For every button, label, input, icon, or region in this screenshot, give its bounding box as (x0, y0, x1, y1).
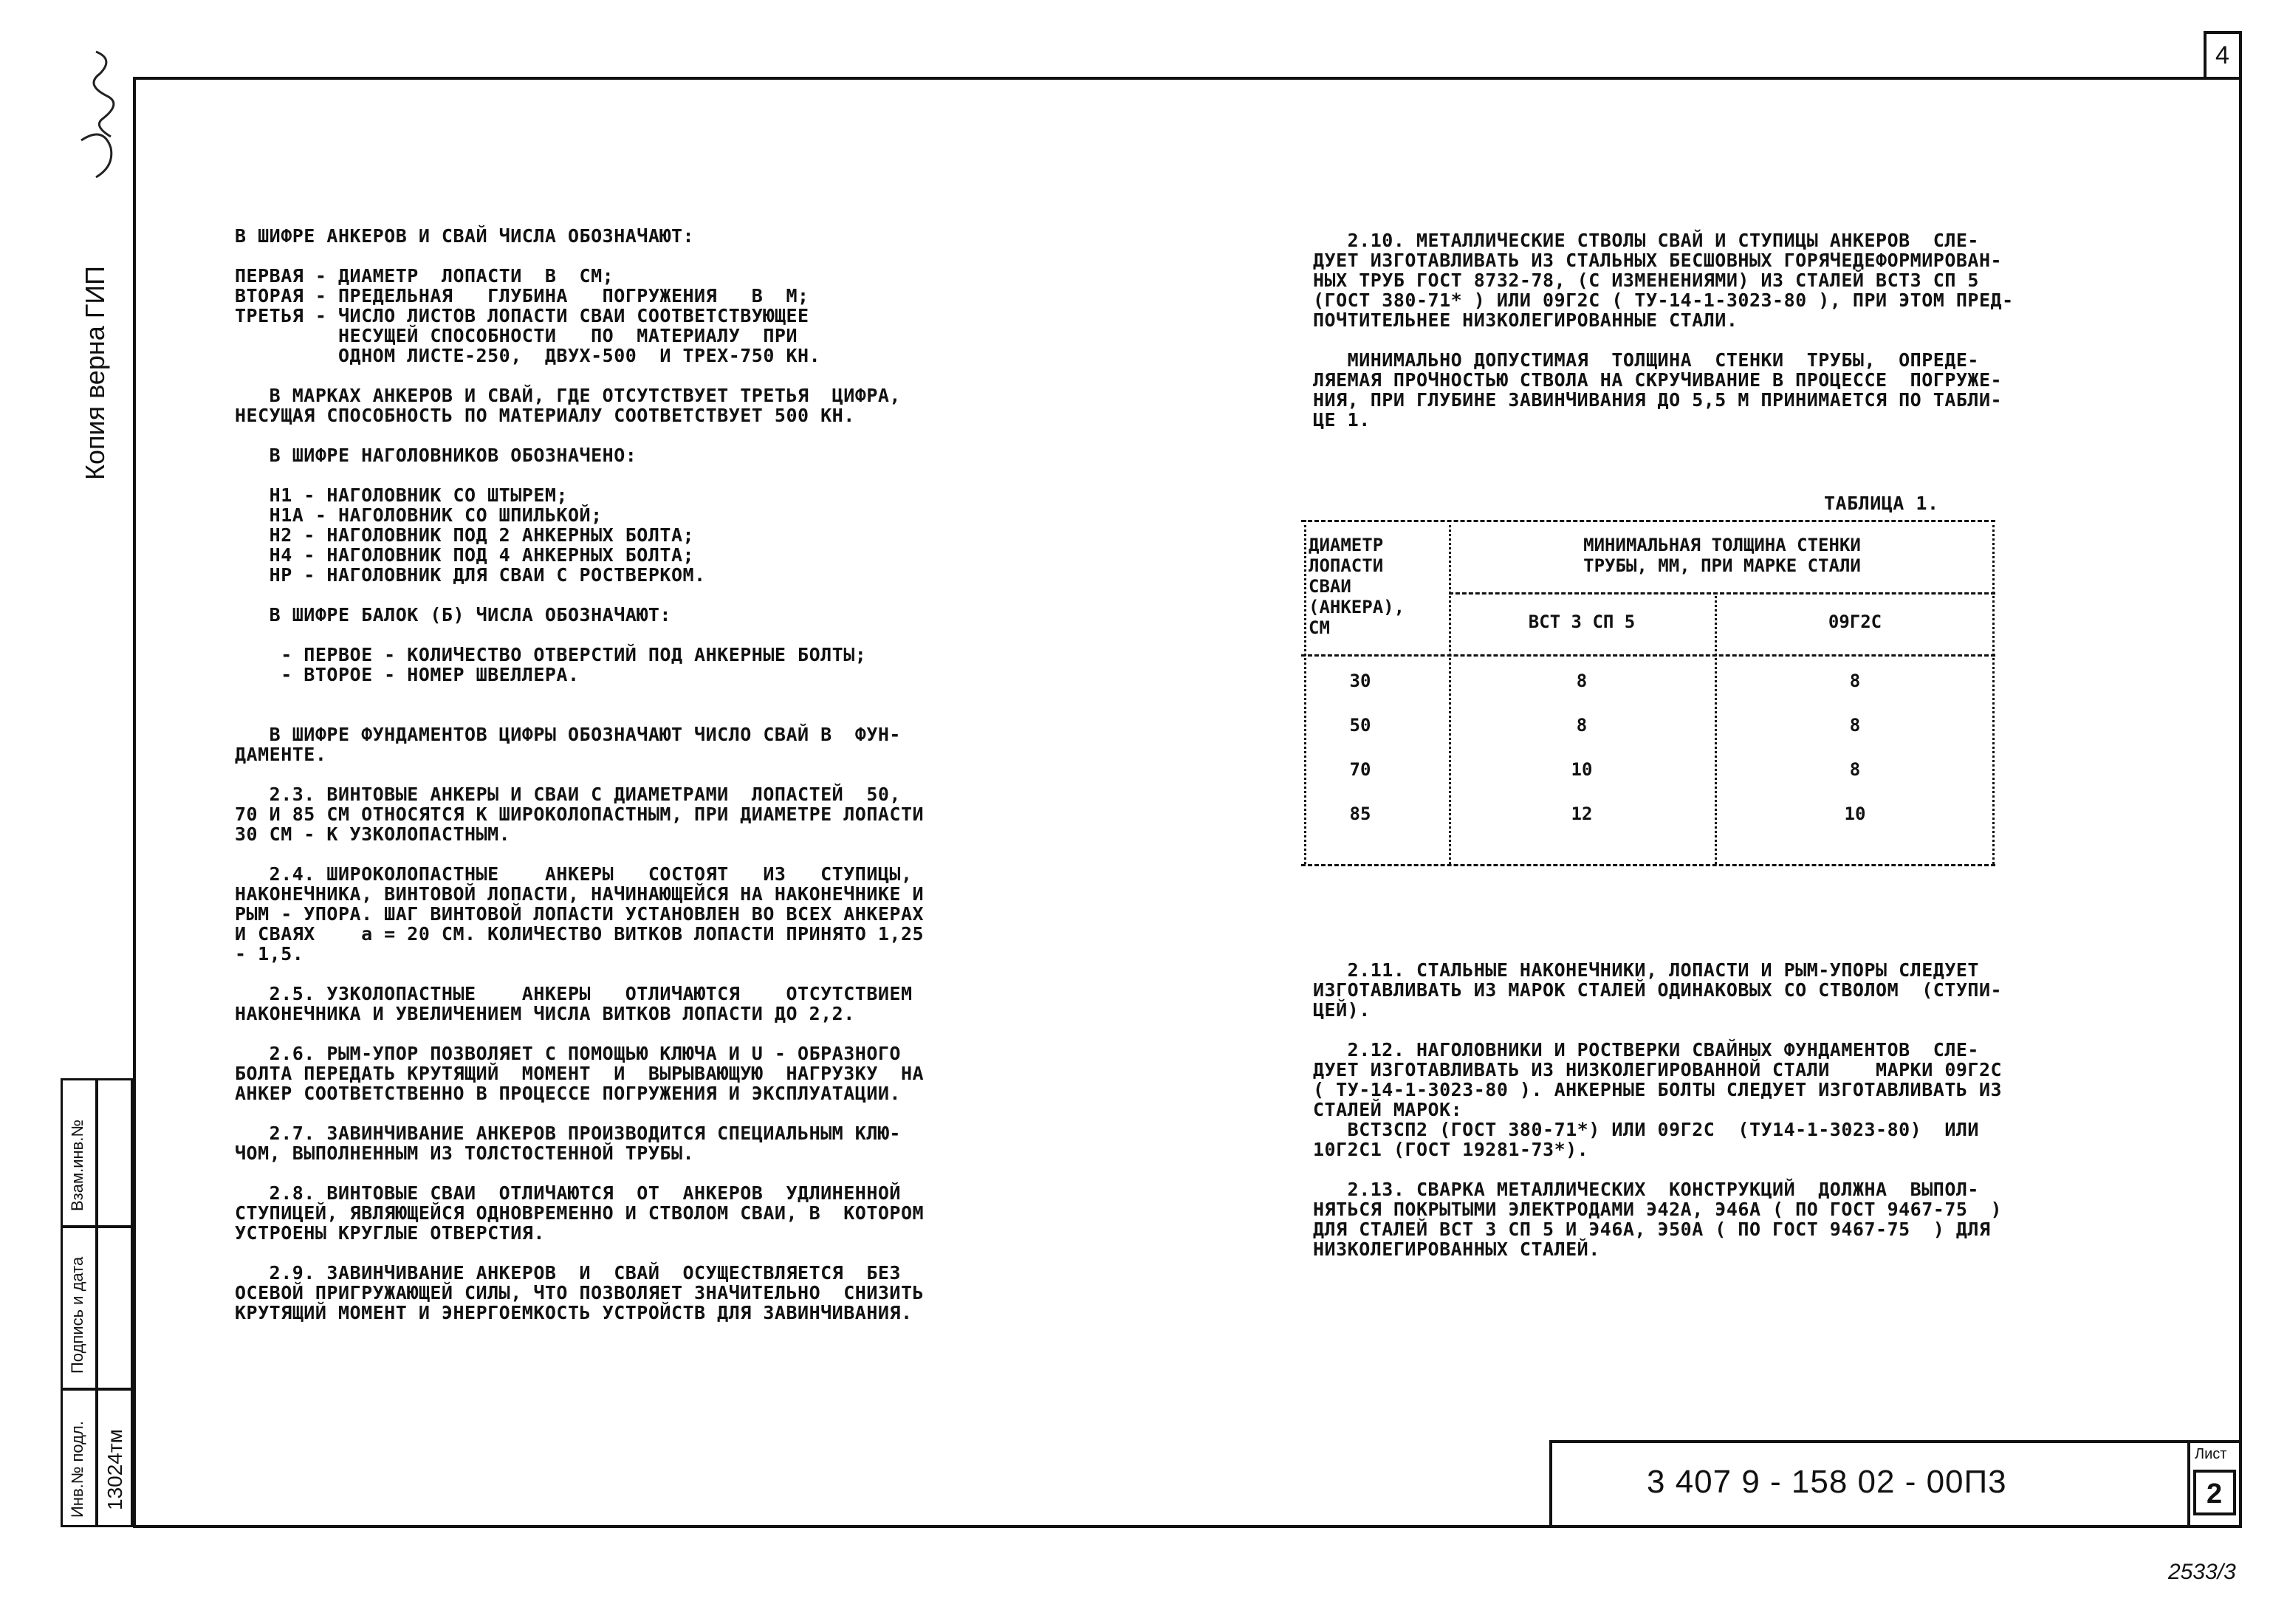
page-number: 4 (2215, 41, 2229, 69)
table-header-group: МИНИМАЛЬНАЯ ТОЛЩИНА СТЕНКИ ТРУБЫ, ММ, ПРИ МАРКЕ СТАЛИ (1583, 535, 1861, 576)
right-top-block (1313, 230, 2014, 430)
text-line: УСТРОЕНЫ КРУГЛЫЕ ОТВЕРСТИЯ. (235, 1222, 545, 1244)
text-line: 2.9. ЗАВИНЧИВАНИЕ АНКЕРОВ И СВАЙ ОСУЩЕСТВЛЯЕТСЯ БЕЗ (235, 1262, 901, 1284)
text-line: ИЗГОТАВЛИВАТЬ ИЗ МАРОК СТАЛЕЙ ОДИНАКОВЫХ СО СТВОЛОМ (СТУПИ- (1313, 979, 2003, 1001)
document-code: 3 407 9 - 158 02 - 00П3 (1647, 1464, 2007, 1500)
text-line: НЫХ ТРУБ ГОСТ 8732-78, (С ИЗМЕНЕНИЯМИ) ИЗ СТАЛЕЙ ВСТ3 СП 5 (1313, 270, 1979, 291)
text-line (235, 246, 924, 266)
table-top-border (1301, 520, 1995, 522)
text-line (235, 964, 924, 984)
stamp-cell-sign-value (96, 1226, 133, 1390)
text-line (1313, 1159, 2002, 1179)
text-line (235, 1163, 924, 1183)
text-line: НЯТЬСЯ ПОКРЫТЫМИ ЭЛЕКТРОДАМИ Э42А, Э46А ( ПО ГОСТ 9467-75 ) (1313, 1199, 2003, 1220)
table-cell-09g2s: 8 (1849, 715, 1861, 736)
text-line (235, 764, 924, 784)
text-line: Н2 - НАГОЛОВНИК ПОД 2 АНКЕРНЫХ БОЛТА; (235, 524, 695, 546)
text-line: И СВАЯХ a = 20 СМ. КОЛИЧЕСТВО ВИТКОВ ЛОПАСТИ ПРИНЯТО 1,25 (235, 923, 925, 945)
left-column-text (235, 186, 924, 1343)
table-cell-diameter: 50 (1349, 715, 1371, 736)
bottom-corner-note: 2533/3 (2168, 1560, 2236, 1584)
stamp-cell-repl-value (96, 1078, 133, 1227)
signature-mark (66, 44, 133, 192)
text-line: В ШИФРЕ ФУНДАМЕНТОВ ЦИФРЫ ОБОЗНАЧАЮТ ЧИСЛО СВАЙ В ФУН- (235, 724, 901, 745)
table-header-steel-2: 09Г2С (1828, 611, 1882, 632)
text-line: В МАРКАХ АНКЕРОВ И СВАЙ, ГДЕ ОТСУТСТВУЕТ ТРЕТЬЯ ЦИФРА, (235, 385, 901, 406)
text-line: ДЛЯ СТАЛЕЙ ВСТ 3 СП 5 И Э46А, Э50А ( ПО ГОСТ 9467-75 ) ДЛЯ (1313, 1219, 1991, 1240)
text-line: 2.5. УЗКОЛОПАСТНЫЕ АНКЕРЫ ОТЛИЧАЮТСЯ ОТСУТСТВИЕМ (235, 983, 913, 1004)
text-line: НИЗКОЛЕГИРОВАННЫХ СТАЛЕЙ. (1313, 1238, 1600, 1260)
text-line: АНКЕР СООТВЕТСТВЕННО В ПРОЦЕССЕ ПОГРУЖЕНИЯ И ЭКСПЛУАТАЦИИ. (235, 1083, 901, 1104)
table-caption: ТАБЛИЦА 1. (1824, 493, 1939, 514)
text-line (235, 685, 924, 705)
text-line (235, 1024, 924, 1044)
table-cell-diameter: 70 (1349, 759, 1371, 780)
text-line: ЛЯЕМАЯ ПРОЧНОСТЬЮ СТВОЛА НА СКРУЧИВАНИЕ В ПРОЦЕССЕ ПОГРУЖЕ- (1313, 369, 2003, 391)
text-line: ДУЕТ ИЗГОТАВЛИВАТЬ ИЗ СТАЛЬНЫХ БЕСШОВНЫХ ГОРЯЧЕДЕФОРМИРОВАН- (1313, 250, 2003, 271)
text-line (235, 1103, 924, 1123)
text-line (235, 585, 924, 605)
sheet-number: 2 (2207, 1479, 2223, 1510)
text-line: НР - НАГОЛОВНИК ДЛЯ СВАИ С РОСТВЕРКОМ. (235, 564, 706, 586)
steel-thickness-table (1301, 517, 1995, 871)
text-line: ВСТ3СП2 (ГОСТ 380-71*) ИЛИ 09Г2С (ТУ14-1-3023-80) ИЛИ (1313, 1119, 1979, 1140)
text-line: НЕСУЩЕЙ СПОСОБНОСТИ ПО МАТЕРИАЛУ ПРИ (235, 325, 798, 346)
table-cell-09g2s: 10 (1844, 804, 1866, 824)
table-cell-09g2s: 8 (1849, 759, 1861, 780)
text-line: ТРЕТЬЯ - ЧИСЛО ЛИСТОВ ЛОПАСТИ СВАИ СООТВЕТСТВУЮЩЕЕ (235, 305, 809, 326)
left-text-block (235, 226, 924, 1323)
text-line: ЦЕЙ). (1313, 999, 1371, 1021)
text-line: ВТОРАЯ - ПРЕДЕЛЬНАЯ ГЛУБИНА ПОГРУЖЕНИЯ В М; (235, 285, 809, 306)
text-line: ДУЕТ ИЗГОТАВЛИВАТЬ ИЗ НИЗКОЛЕГИРОВАННОЙ СТАЛИ МАРКИ 09Г2С (1313, 1059, 2003, 1080)
text-line: 10Г2С1 (ГОСТ 19281-73*). (1313, 1139, 1589, 1160)
text-line: ЦЕ 1. (1313, 409, 1371, 431)
table-cell-diameter: 30 (1349, 671, 1371, 691)
table-col-divider-2 (1715, 592, 1717, 864)
text-line (235, 705, 924, 724)
table-header-bottom (1301, 654, 1995, 657)
table-left-border (1304, 520, 1306, 864)
table-cell-vst3: 12 (1571, 804, 1593, 824)
text-line: МИНИМАЛЬНО ДОПУСТИМАЯ ТОЛЩИНА СТЕНКИ ТРУБЫ, ОПРЕДЕ- (1313, 349, 1979, 371)
text-line: ПЕРВАЯ - ДИАМЕТР ЛОПАСТИ В СМ; (235, 265, 614, 287)
text-line: СТАЛЕЙ МАРОК: (1313, 1099, 1463, 1120)
text-line: - 1,5. (235, 943, 304, 965)
text-line: НАКОНЕЧНИКА И УВЕЛИЧЕНИЕМ ЧИСЛА ВИТКОВ ЛОПАСТИ ДО 2,2. (235, 1003, 855, 1024)
text-line: Н4 - НАГОЛОВНИК ПОД 4 АНКЕРНЫХ БОЛТА; (235, 544, 695, 566)
stamp-label-inv: Инв.№ подл. (68, 1421, 86, 1518)
text-line: ЧОМ, ВЫПОЛНЕННЫМ ИЗ ТОЛСТОСТЕННОЙ ТРУБЫ. (235, 1142, 695, 1164)
text-line: 2.10. МЕТАЛЛИЧЕСКИЕ СТВОЛЫ СВАЙ И СТУПИЦЫ АНКЕРОВ СЛЕ- (1313, 230, 1979, 251)
sheet-cell (2187, 1440, 2245, 1528)
stamp-inv-number: 13024тм (103, 1429, 126, 1510)
page-number-box (2204, 31, 2242, 80)
text-line: В ШИФРЕ АНКЕРОВ И СВАЙ ЧИСЛА ОБОЗНАЧАЮТ: (235, 225, 695, 247)
text-line: В ШИФРЕ НАГОЛОВНИКОВ ОБОЗНАЧЕНО: (235, 445, 637, 466)
table-cell-diameter: 85 (1349, 804, 1371, 824)
text-line (235, 465, 924, 485)
text-line (235, 625, 924, 645)
text-line: КРУТЯЩИЙ МОМЕНТ И ЭНЕРГОЕМКОСТЬ УСТРОЙСТВ ДЛЯ ЗАВИНЧИВАНИЯ. (235, 1302, 913, 1323)
table-col-divider-1 (1449, 520, 1451, 864)
text-line: 2.13. СВАРКА МЕТАЛЛИЧЕСКИХ КОНСТРУКЦИЙ ДОЛЖНА ВЫПОЛ- (1313, 1179, 1979, 1200)
table-subheader-line (1449, 592, 1995, 595)
text-line (1313, 1020, 2002, 1040)
table-right-border (1992, 520, 1995, 864)
sheet-label: Лист (2195, 1446, 2227, 1462)
text-line (235, 1243, 924, 1263)
text-line: СТУПИЦЕЙ, ЯВЛЯЮЩЕЙСЯ ОДНОВРЕМЕННО И СТВОЛОМ СВАИ, В КОТОРОМ (235, 1202, 925, 1224)
table-cell-vst3: 10 (1571, 759, 1593, 780)
text-line: ПОЧТИТЕЛЬНЕЕ НИЗКОЛЕГИРОВАННЫЕ СТАЛИ. (1313, 309, 1738, 331)
text-line: НЕСУЩАЯ СПОСОБНОСТЬ ПО МАТЕРИАЛУ СООТВЕТСТВУЕТ 500 КН. (235, 405, 855, 426)
text-line: Н1А - НАГОЛОВНИК СО ШПИЛЬКОЙ; (235, 504, 603, 526)
text-line: НАКОНЕЧНИКА, ВИНТОВОЙ ЛОПАСТИ, НАЧИНАЮЩЕЙСЯ НА НАКОНЕЧНИКЕ И (235, 883, 925, 905)
table-cell-vst3: 8 (1576, 715, 1588, 736)
text-line: РЫМ - УПОРА. ШАГ ВИНТОВОЙ ЛОПАСТИ УСТАНОВЛЕН ВО ВСЕХ АНКЕРАХ (235, 903, 925, 925)
text-line: - ПЕРВОЕ - КОЛИЧЕСТВО ОТВЕРСТИЙ ПОД АНКЕРНЫЕ БОЛТЫ; (235, 644, 867, 665)
text-line: 2.8. ВИНТОВЫЕ СВАИ ОТЛИЧАЮТСЯ ОТ АНКЕРОВ УДЛИНЕННОЙ (235, 1182, 901, 1204)
text-line: ОДНОМ ЛИСТЕ-250, ДВУХ-500 И ТРЕХ-750 КН. (235, 345, 821, 366)
table-cell-09g2s: 8 (1849, 671, 1861, 691)
stamp-label-sign: Подпись и дата (68, 1256, 86, 1374)
text-line: ( ТУ-14-1-3023-80 ). АНКЕРНЫЕ БОЛТЫ СЛЕДУЕТ ИЗГОТАВЛИВАТЬ ИЗ (1313, 1079, 2003, 1100)
text-line: Н1 - НАГОЛОВНИК СО ШТЫРЕМ; (235, 484, 568, 506)
right-column-bottom-text (1313, 920, 2002, 1279)
text-line: 2.4. ШИРОКОЛОПАСТНЫЕ АНКЕРЫ СОСТОЯТ ИЗ СТУПИЦЫ, (235, 863, 913, 885)
text-line (235, 366, 924, 386)
text-line: БОЛТА ПЕРЕДАТЬ КРУТЯЩИЙ МОМЕНТ И ВЫРЫВАЮЩУЮ НАГРУЗКУ НА (235, 1063, 925, 1084)
text-line (1313, 330, 2014, 350)
text-line: 30 СМ - К УЗКОЛОПАСТНЫМ. (235, 823, 511, 845)
text-line: 2.12. НАГОЛОВНИКИ И РОСТВЕРКИ СВАЙНЫХ ФУНДАМЕНТОВ СЛЕ- (1313, 1039, 1979, 1061)
table-bottom-border (1301, 864, 1995, 866)
text-line: 2.6. РЫМ-УПОР ПОЗВОЛЯЕТ С ПОМОЩЬЮ КЛЮЧА И U - ОБРАЗНОГО (235, 1043, 901, 1064)
right-bottom-block (1313, 960, 2002, 1259)
text-line: НИЯ, ПРИ ГЛУБИНЕ ЗАВИНЧИВАНИЯ ДО 5,5 М ПРИНИМАЕТСЯ ПО ТАБЛИ- (1313, 389, 2003, 411)
text-line: ДАМЕНТЕ. (235, 744, 327, 765)
text-line: (ГОСТ 380-71* ) ИЛИ 09Г2С ( ТУ-14-1-3023-80 ), ПРИ ЭТОМ ПРЕД- (1313, 289, 2014, 311)
text-line: 70 И 85 СМ ОТНОСЯТСЯ К ШИРОКОЛОПАСТНЫМ, ПРИ ДИАМЕТРЕ ЛОПАСТИ (235, 804, 925, 825)
text-line (235, 844, 924, 864)
text-line: 2.11. СТАЛЬНЫЕ НАКОНЕЧНИКИ, ЛОПАСТИ И РЫМ-УПОРЫ СЛЕДУЕТ (1313, 959, 1979, 981)
text-line: 2.3. ВИНТОВЫЕ АНКЕРЫ И СВАИ С ДИАМЕТРАМИ ЛОПАСТЕЙ 50, (235, 784, 901, 805)
text-line: В ШИФРЕ БАЛОК (Б) ЧИСЛА ОБОЗНАЧАЮТ: (235, 604, 671, 626)
table-header-diameter: ДИАМЕТР ЛОПАСТИ СВАИ (АНКЕРА), СМ (1309, 535, 1405, 638)
text-line (235, 425, 924, 445)
text-line: - ВТОРОЕ - НОМЕР ШВЕЛЛЕРА. (235, 664, 580, 685)
text-line: 2.7. ЗАВИНЧИВАНИЕ АНКЕРОВ ПРОИЗВОДИТСЯ СПЕЦИАЛЬНЫМ КЛЮ- (235, 1123, 901, 1144)
table-cell-vst3: 8 (1576, 671, 1588, 691)
table-header-steel-1: ВСТ 3 СП 5 (1528, 611, 1636, 632)
stamp-column (61, 1078, 133, 1527)
stamp-label-repl: Взам.инв.№ (68, 1119, 86, 1211)
copy-certified-label: Копия верна ГИП (80, 265, 110, 480)
text-line: ОСЕВОЙ ПРИГРУЖАЮЩЕЙ СИЛЫ, ЧТО ПОЗВОЛЯЕТ ЗНАЧИТЕЛЬНО СНИЗИТЬ (235, 1282, 925, 1303)
right-column-top-text (1313, 191, 2014, 450)
title-block (1549, 1440, 2242, 1528)
sheet-number-box (2193, 1470, 2236, 1515)
